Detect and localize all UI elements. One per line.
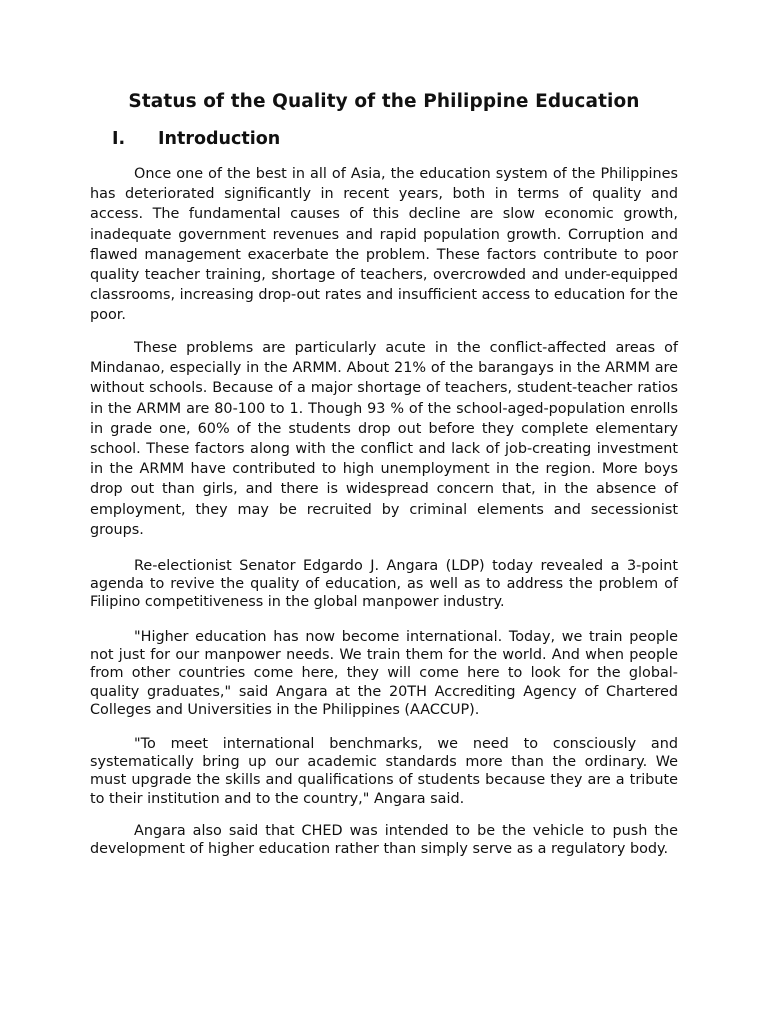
paragraph-1: Once one of the best in all of Asia, the education system of the Philippines has deteriorated significantly in recent years, both in terms of quality and access. The fundamental causes of this decline are slow economic growth, inadequate government revenues and rapid population growth. Corruption and flawed management exacerbate the problem. These factors contribute to poor quality teacher training, shortage of teachers, overcrowded and under-equipped classrooms, increasing drop-out rates and insufficient access to education for the poor. xyxy=(90,166,678,324)
section-number: I. xyxy=(112,129,126,149)
paragraph-3: Re-electionist Senator Edgardo J. Angara (LDP) today revealed a 3-point agenda to revive the quality of education, as well as to address the problem of Filipino competitiveness in the global manpower industry. xyxy=(90,558,678,611)
section-heading xyxy=(112,128,280,150)
paragraph-5: "To meet international benchmarks, we need to consciously and systematically bring up our academic standards more than the ordinary. We must upgrade the skills and qualifications of students because they are a tribute to their institution and to the country," Angara said. xyxy=(90,736,678,807)
document-page xyxy=(90,0,678,1024)
paragraph-6: Angara also said that CHED was intended to be the vehicle to push the development of higher education rather than simply serve as a regulatory body. xyxy=(90,823,678,858)
section-title: Introduction xyxy=(158,129,281,149)
paragraph-2: These problems are particularly acute in the conflict-affected areas of Mindanao, especially in the ARMM. About 21% of the barangays in the ARMM are without schools. Because of a major shortage of teachers, student-teacher ratios in the ARMM are 80-100 to 1. Though 93 % of the school-aged-population enrolls in grade one, 60% of the students drop out before they complete elementary school. These factors along with the conflict and lack of job-creating investment in the ARMM have contributed to high unemployment in the region. More boys drop out than girls, and there is widespread concern that, in the absence of employment, they may be recruited by criminal elements and secessionist groups. xyxy=(90,340,678,538)
document-title: Status of the Quality of the Philippine Education xyxy=(128,91,640,112)
paragraph-4: "Higher education has now become international. Today, we train people not just for our manpower needs. We train them for the world. And when people from other countries come here, they will come here to look for the global-quality graduates," said Angara at the 20TH Accrediting Agency of Chartered Colleges and Universities in the Philippines (AACCUP). xyxy=(90,629,678,718)
